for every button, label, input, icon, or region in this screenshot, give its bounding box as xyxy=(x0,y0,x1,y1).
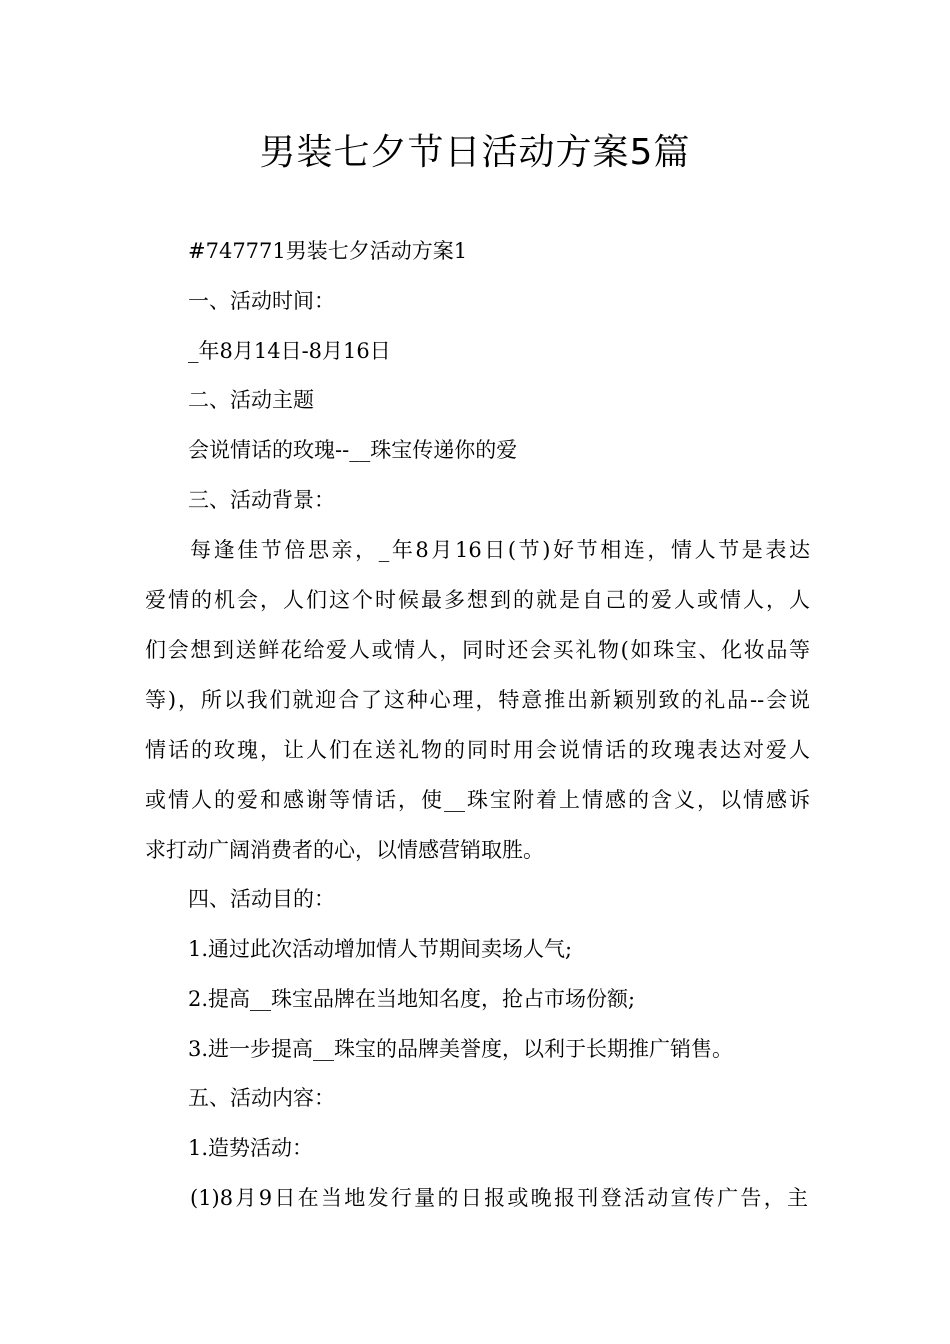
content-heading: 五、活动内容： xyxy=(188,1086,335,1110)
content-item: (1)8月9日在当地发行量的日报或晚报刊登活动宣传广告，主 xyxy=(190,1186,808,1210)
content-sub-heading: 1.造势活动： xyxy=(188,1136,314,1160)
theme-value: 会说情话的玫瑰--__珠宝传递你的爱 xyxy=(188,438,518,462)
background-paragraph xyxy=(145,525,810,875)
document-title: 男装七夕节日活动方案5篇 xyxy=(259,132,691,173)
background-line: 爱情的机会，人们这个时候最多想到的就是自己的爱人或情人，人 xyxy=(145,588,810,612)
background-line: 们会想到送鲜花给爱人或情人，同时还会买礼物(如珠宝、化妆品等 xyxy=(145,638,810,662)
background-line: 每逢佳节倍思亲，_年8月16日(节)好节相连，情人节是表达 xyxy=(190,538,810,562)
time-heading: 一、活动时间： xyxy=(188,289,335,313)
background-line: 或情人的爱和感谢等情话，使__珠宝附着上情感的含义，以情感诉 xyxy=(145,788,810,812)
background-line: 等)，所以我们就迎合了这种心理，特意推出新颖别致的礼品--会说 xyxy=(145,688,810,712)
time-value: _年8月14日-8月16日 xyxy=(188,339,391,363)
background-line: 求打动广阔消费者的心，以情感营销取胜。 xyxy=(145,838,544,862)
purpose-heading: 四、活动目的： xyxy=(188,887,335,911)
purpose-item: 2.提高__珠宝品牌在当地知名度，抢占市场份额; xyxy=(188,987,636,1011)
background-heading: 三、活动背景： xyxy=(188,488,335,512)
background-line: 情话的玫瑰，让人们在送礼物的同时用会说情话的玫瑰表达对爱人 xyxy=(145,738,810,762)
theme-heading: 二、活动主题 xyxy=(188,388,314,412)
section-heading: #747771男装七夕活动方案1 xyxy=(188,239,468,263)
purpose-item: 1.通过此次活动增加情人节期间卖场人气; xyxy=(188,937,573,961)
purpose-item: 3.进一步提高__珠宝的品牌美誉度，以利于长期推广销售。 xyxy=(188,1037,734,1061)
